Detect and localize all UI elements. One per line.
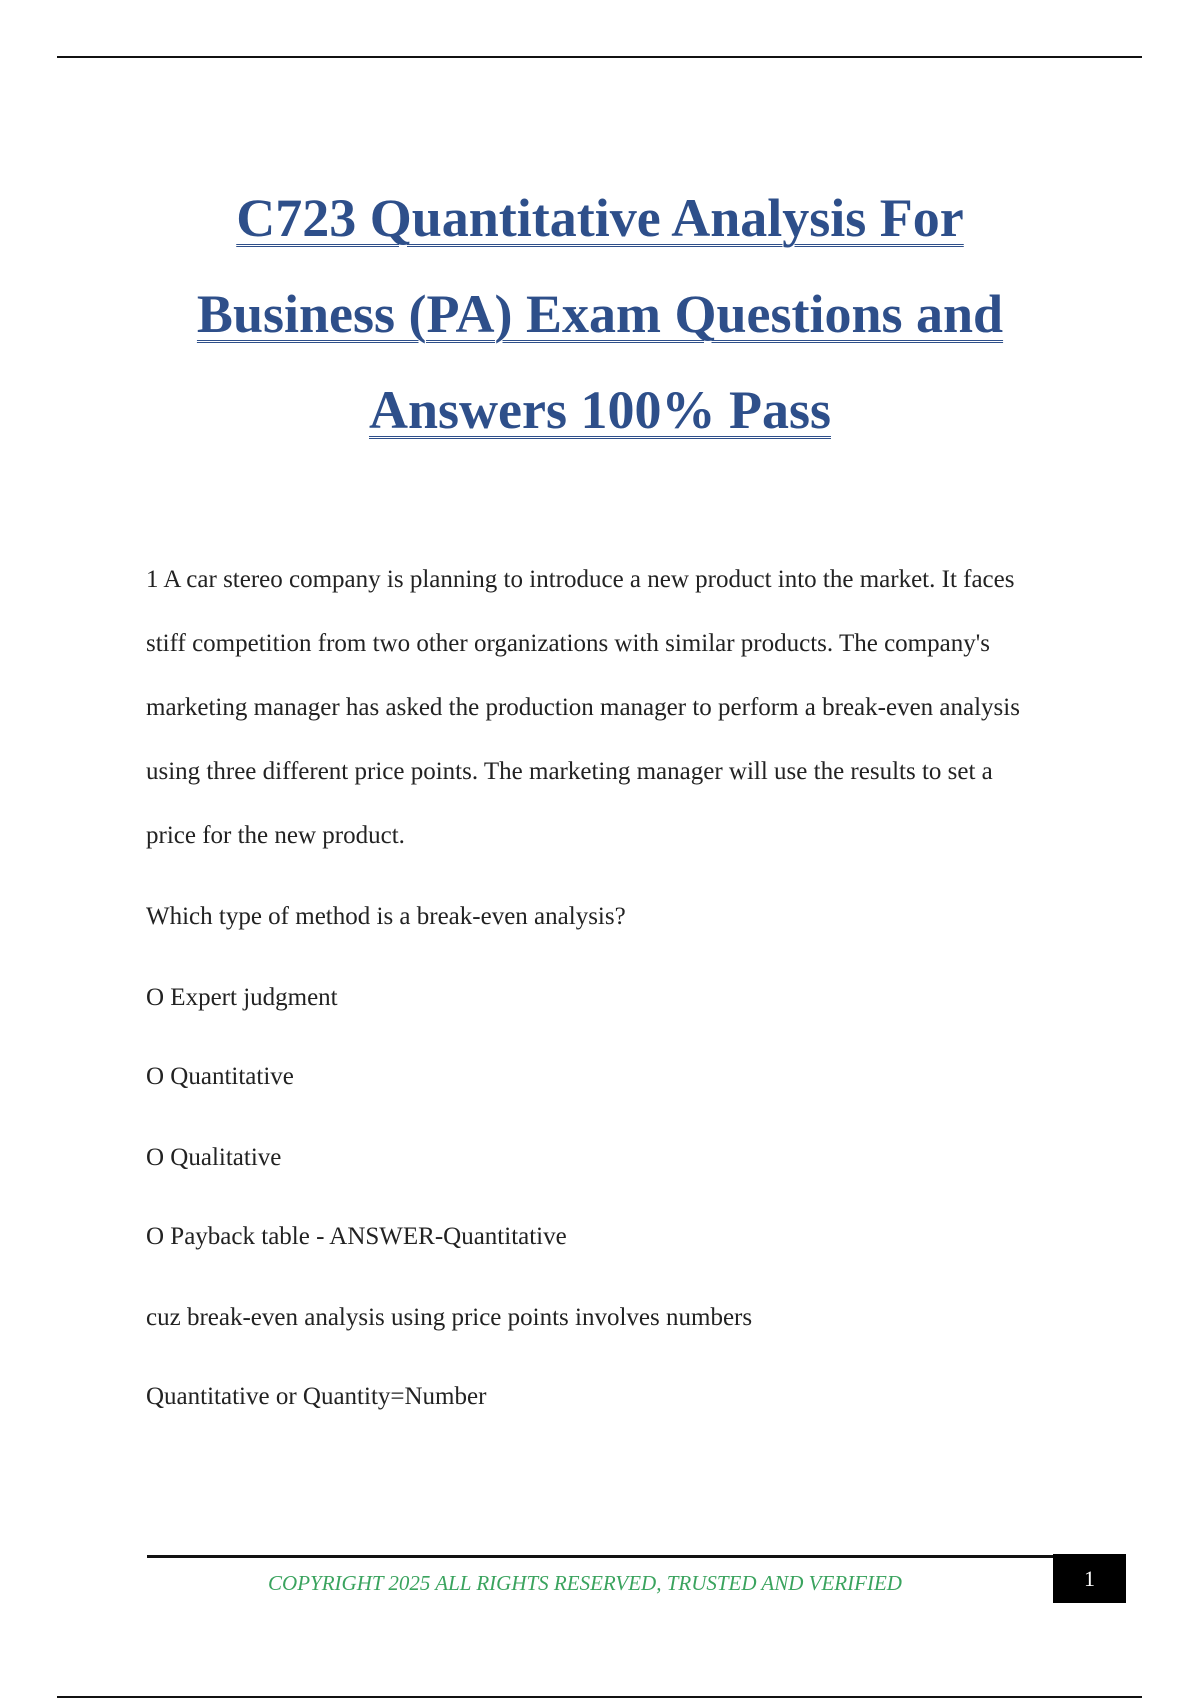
option-payback-table-answer: O Payback table - ANSWER-Quantitative bbox=[146, 1223, 567, 1250]
header-divider bbox=[57, 56, 1142, 58]
footer-divider bbox=[147, 1555, 1053, 1558]
question-scenario: 1 A car stereo company is planning to introduce a new product into the market. It faces stiff competition from two other organizations with similar products. The company's marketing manager has asked the production manager to perform a break-even analysis using three different price points. The marketing manager will use the results to set a price for the new product. bbox=[146, 566, 1020, 849]
option-expert-judgment: O Expert judgment bbox=[146, 984, 338, 1011]
document-title bbox=[100, 170, 1100, 458]
title-line-2: Business (PA) Exam Questions and bbox=[196, 284, 1004, 344]
page-number: 1 bbox=[1053, 1554, 1126, 1603]
copyright-notice: COPYRIGHT 2025 ALL RIGHTS RESERVED, TRUSTED AND VERIFIED bbox=[268, 1571, 902, 1595]
title-line-3: Answers 100% Pass bbox=[368, 380, 831, 440]
title-line-1: C723 Quantitative Analysis For bbox=[236, 188, 964, 248]
bottom-divider bbox=[57, 1696, 1142, 1698]
question-prompt: Which type of method is a break-even analysis? bbox=[146, 903, 626, 930]
option-qualitative: O Qualitative bbox=[146, 1144, 282, 1171]
answer-explanation: cuz break-even analysis using price points involves numbers bbox=[146, 1304, 753, 1331]
answer-mnemonic: Quantitative or Quantity=Number bbox=[146, 1383, 487, 1410]
question-block bbox=[146, 548, 1046, 1412]
option-quantitative: O Quantitative bbox=[146, 1063, 294, 1090]
